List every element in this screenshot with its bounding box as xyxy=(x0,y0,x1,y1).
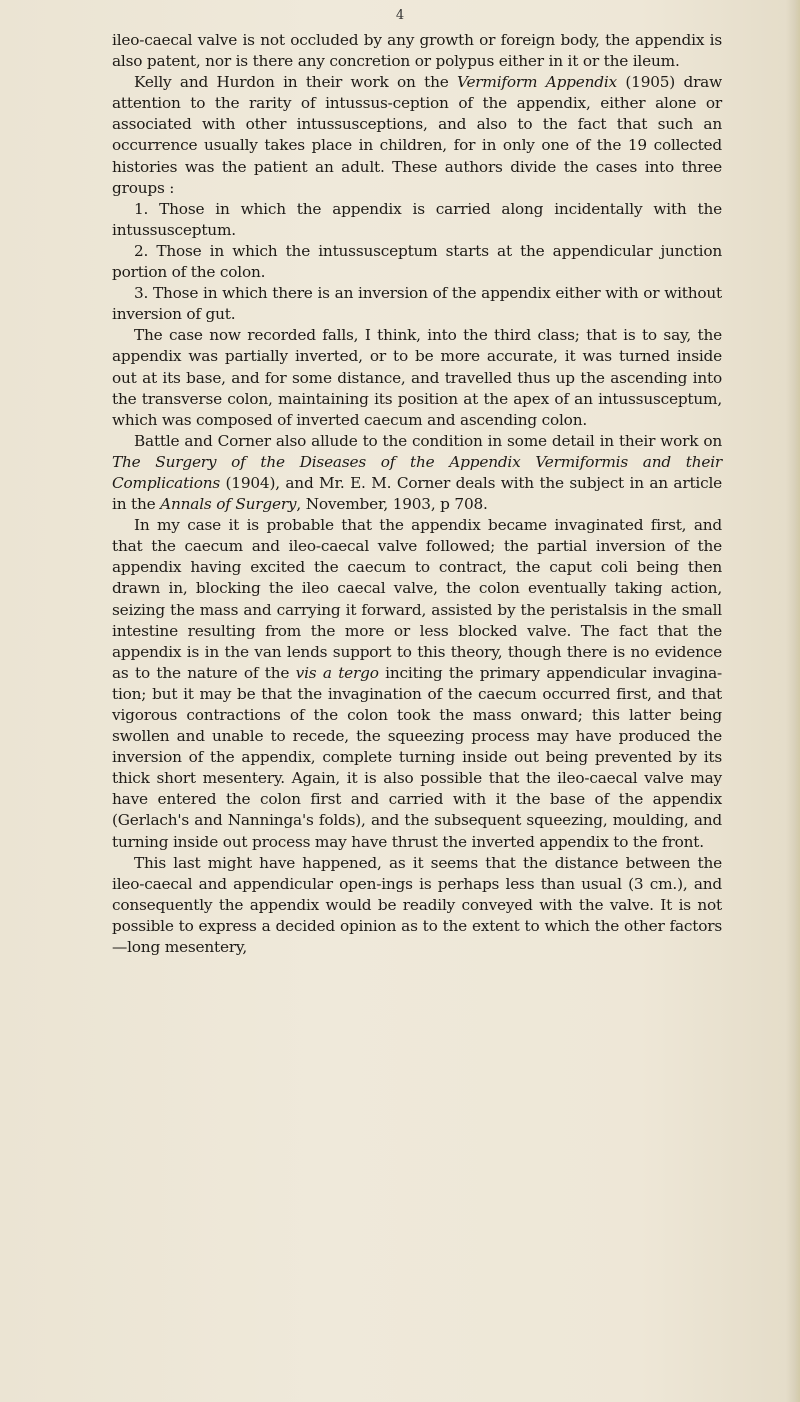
list-item-1 xyxy=(112,199,722,241)
paragraph-continuation xyxy=(112,30,722,72)
page-number: 4 xyxy=(395,8,405,23)
text-run: Kelly and Hurdon in their work on the xyxy=(134,73,457,92)
text-run: This last might have happened, as it seems that the distance between the ileo-caecal and appendicular open-ings is perhaps less than usual (3 cm.), and consequently the appendix would be readily conveyed with the valve. It is not possible to express a decided opinion as to the extent to which the other factors—long mesentery, xyxy=(112,853,722,957)
paragraph-battle-corner xyxy=(112,431,722,515)
latin-phrase: vis a tergo xyxy=(295,663,379,682)
text-run: inciting the primary appendicular invagina-tion; but it may be that the invagination of the caecum occurred first, and that vigorous contractions of the colon took the mass onward; this latter being swollen and unable to recede, the squeezing process may have produced the inversion of the appendix, complete turning inside out being prevented by its thick short mesentery. Again, it is also possible that the ileo-caecal valve may have entered the colon first and carried with it the base of the appendix (Gerlach's and Nanninga's folds), and the subsequent squeezing, moulding, and turning inside out process may have thrust the inverted appendix to the front. xyxy=(112,663,723,851)
paragraph-this-last xyxy=(112,853,722,958)
book-title: The Surgery of the Diseases of the Appendix Vermiformis and their Complications xyxy=(112,452,722,492)
text-run: Battle and Corner also allude to the condition in some detail in their work on xyxy=(134,431,722,450)
journal-title: Annals of Surgery xyxy=(160,495,297,514)
list-item-2 xyxy=(112,241,722,283)
text-run: (1905) draw attention to the rarity of intussus-ception of the appendix, either alone or associated with other intussusceptions, and also to the fact that such an occurrence usually takes place in children, for in only one of the 19 collected histories was the patient an adult. These authors divide the cases into three groups : xyxy=(112,73,722,197)
paragraph-my-case xyxy=(112,515,722,853)
body-text xyxy=(112,30,722,958)
text-run: 3. Those in which there is an inversion of the appendix either with or without inversion of gut. xyxy=(112,284,722,324)
text-run: The case now recorded falls, I think, into the third class; that is to say, the appendix was partially inverted, or to be more accurate, it was turned inside out at its base, and for some distance, and travelled thus up the ascending into the transverse colon, maintaining its position at the apex of an intussusceptum, which was composed of inverted caecum and ascending colon. xyxy=(112,326,722,429)
text-run: (1904), and Mr. E. M. Corner deals with the subject in an article in the xyxy=(112,473,722,514)
paragraph-kelly-hurdon xyxy=(112,72,722,199)
paragraph-case-recorded xyxy=(112,325,722,430)
page-edge-shadow xyxy=(786,0,800,1402)
text-run: , November, 1903, p 708. xyxy=(296,495,488,514)
text-run: In my case it is probable that the appendix became invaginated first, and that the caecum and ileo-caecal valve followed; the partial inversion of the appendix having excited the caecum to contract, the caput coli being then drawn in, blocking the ileo caecal valve, the colon eventually taking action, seizing the mass and carrying it forward, assisted by the peristalsis in the small intestine resulting from the more or less blocked valve. The fact that the appendix is in the van lends support to this theory, though there is no evidence as to the nature of the xyxy=(112,516,722,682)
text-run: ileo-caecal valve is not occluded by any growth or foreign body, the appendix is also patent, nor is there any concretion or polypus either in it or the ileum. xyxy=(112,31,722,71)
list-item-3 xyxy=(112,283,722,325)
book-title: Vermiform Appendix xyxy=(457,73,617,92)
text-run: 1. Those in which the appendix is carried along incidentally with the intussusceptum. xyxy=(112,199,722,239)
text-run: 2. Those in which the intussusceptum starts at the appendicular junction portion of the colon. xyxy=(112,241,722,282)
